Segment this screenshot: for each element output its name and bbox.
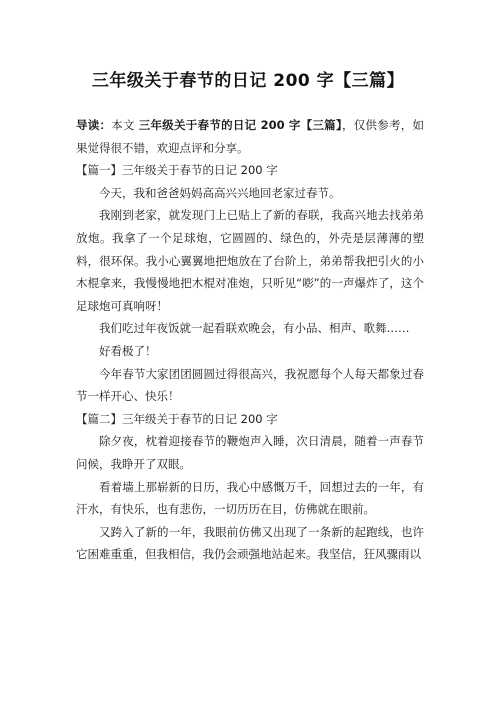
body-paragraph: 看着墙上那崭新的日历，我心中感慨万千，回想过去的一年，有汗水，有快乐，也有悲伤，一切历历在目，仿佛就在眼前。 bbox=[76, 479, 424, 517]
lead-suffix: ，仅供参考，如果觉得很不错，欢迎点评和分享。 bbox=[76, 118, 425, 155]
body-paragraph: 我们吃过年夜饭就一起看联欢晚会，有小品、相声、歌舞…… bbox=[99, 321, 410, 336]
body-paragraph: 又跨入了新的一年，我眼前仿佛又出现了一条新的起跑线，也许它困难重重，但我相信，我仍会顽强地站起来。我坚信，狂风骤雨以 bbox=[76, 524, 424, 562]
document-title: 三年级关于春节的日记 200 字【三篇】 bbox=[91, 71, 405, 91]
document-body bbox=[76, 114, 424, 566]
body-paragraph: 好看极了！ bbox=[99, 343, 157, 358]
section-heading: 【篇二】三年级关于春节的日记 200 字 bbox=[76, 411, 278, 426]
section-heading: 【篇一】三年级关于春节的日记 200 字 bbox=[76, 163, 278, 178]
body-paragraph: 今天，我和爸爸妈妈高高兴兴地回老家过春节。 bbox=[99, 185, 341, 200]
body-paragraph: 除夕夜，枕着迎接春节的鞭炮声入睡，次日清晨，随着一声春节问候，我睁开了双眼。 bbox=[76, 434, 424, 471]
lead-paragraph bbox=[76, 114, 424, 159]
lead-label: 导读： bbox=[76, 118, 112, 132]
lead-prefix: 本文 bbox=[111, 118, 139, 132]
paragraph-list bbox=[76, 159, 424, 566]
body-paragraph: 我刚到老家，就发现门上已贴上了新的春联，我高兴地去找弟弟放炮。我拿了一个足球炮，它圆圆的、绿色的，外壳是层薄薄的塑料，很环保。我小心翼翼地把炮放在了台阶上，弟弟帮我把引火的小木棍拿来，我慢慢地把木棍对准炮，只听见“嘭”的一声爆炸了，这个足球炮可真响呀！ bbox=[76, 208, 424, 313]
lead-title: 三年级关于春节的日记 200 字【三篇】 bbox=[138, 118, 342, 132]
body-paragraph: 今年春节大家团团圆圆过得很高兴，我祝愿每个人每天都象过春节一样开心、快乐！ bbox=[76, 366, 424, 404]
